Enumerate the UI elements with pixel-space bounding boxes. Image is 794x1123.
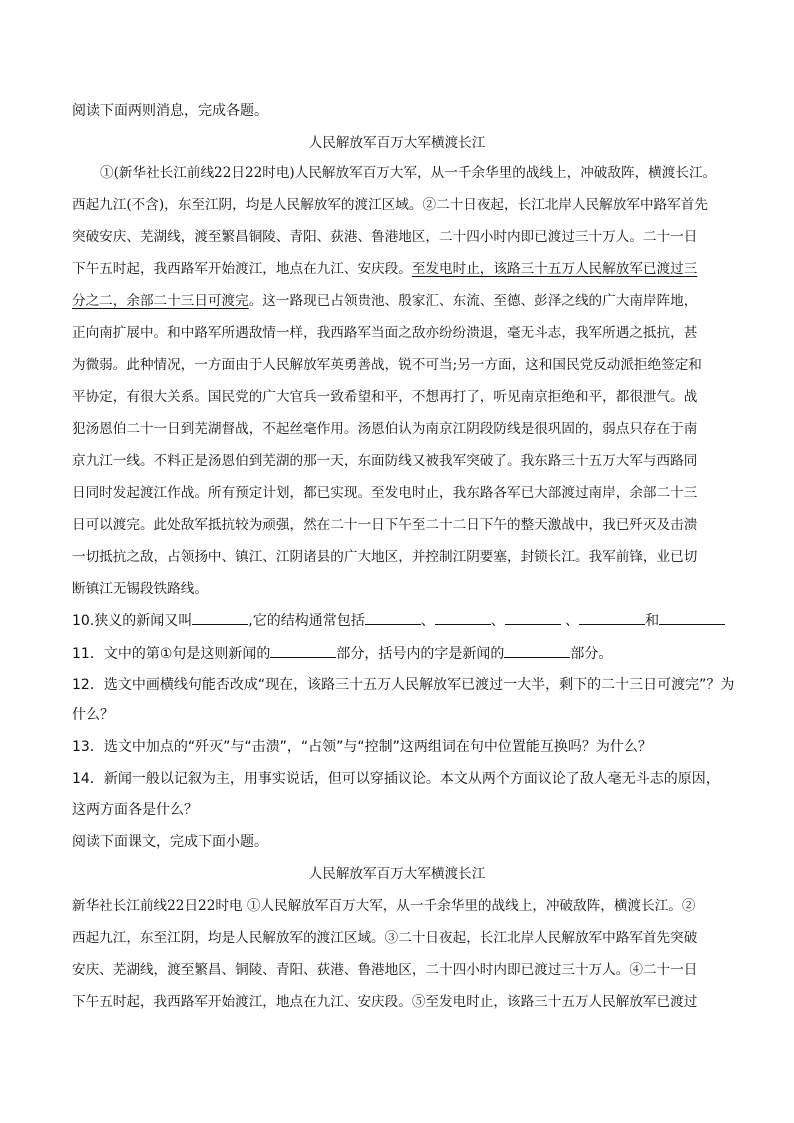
underlined-sentence: 至发电时止，该路三十五万人民解放军已渡过三: [411, 261, 698, 277]
answer-blank[interactable]: [504, 643, 570, 658]
underlined-sentence: 分之二，余部二十三日可渡完: [72, 293, 249, 309]
answer-blank[interactable]: [579, 610, 645, 625]
answer-blank[interactable]: [435, 610, 491, 625]
article-line: 西起九江(不含)，东至江阴，均是人民解放军的渡江区域。②二十日夜起，长江北岸人民解放军中路军首先: [72, 197, 708, 213]
article-line: 断镇江无锡段铁路线。: [72, 581, 208, 597]
question-13: 13．选文中加点的“歼灭”与“击溃”，“占领”与“控制”这两组词在句中位置能互换吗？为什么？: [72, 739, 652, 755]
article-line: 下午五时起，我西路军开始渡江，地点在九江、安庆段。至发电时止，该路三十五万人民解放军已渡过三: [72, 261, 698, 277]
answer-blank[interactable]: [270, 643, 336, 658]
article-line: ①(新华社长江前线22日22时电)人民解放军百万大军，从一千余华里的战线上，冲破敌阵，横渡长江。: [100, 165, 717, 181]
article-line: 为微弱。此种情况，一方面由于人民解放军英勇善战，锐不可当;另一方面，这和国民党反动派拒绝签定和: [72, 357, 702, 373]
question-14: 14．新闻一般以记叙为主，用事实说话，但可以穿插议论。本文从两个方面议论了敌人毫无斗志的原因，: [72, 771, 720, 787]
question-14-cont: 这两方面各是什么？: [72, 802, 198, 818]
article-line: 一切抵抗之敌，占领扬中、镇江、江阴诸县的广大地区，并控制江阴要塞，封锁长江。我军前锋，业已切: [72, 549, 698, 565]
article-line: 正向南扩展中。和中路军所遇敌情一样，我西路军当面之敌亦纷纷溃退，毫无斗志，我军所遇之抵抗，甚: [72, 325, 698, 341]
answer-blank[interactable]: [659, 610, 725, 625]
article-line: 京九江一线。不料正是汤恩伯到芜湖的那一天，东面防线又被我军突破了。我东路三十五万大军与西路同: [72, 453, 698, 469]
answer-blank[interactable]: [192, 610, 248, 625]
article-line: 日可以渡完。此处敌军抵抗较为顽强，然在二十一日下午至二十二日下午的整天激战中，我已歼灭及击溃: [72, 517, 698, 533]
answer-blank[interactable]: [365, 610, 421, 625]
article-line: 西起九江，东至江阴，均是人民解放军的渡江区域。③二十日夜起，长江北岸人民解放军中路军首先突破: [72, 930, 698, 946]
article-line: 突破安庆、芜湖线，渡至繁昌铜陵、青阳、荻港、鲁港地区，二十四小时内即已渡过三十万人。二十一日: [72, 229, 698, 245]
article-title: 人民解放军百万大军横渡长江: [308, 135, 486, 151]
question-10: 10.狭义的新闻又叫 ,它的结构通常包括 、 、 、 和: [0, 610, 794, 631]
question-12: 12．选文中画横线句能否改成“现在，该路三十五万人民解放军已渡过一大半，剩下的二十三日可渡完”？为: [72, 677, 735, 693]
article-line: 安庆、芜湖线，渡至繁昌、铜陵、青阳、荻港、鲁港地区，二十四小时内即已渡过三十万人。④二十一日: [72, 962, 698, 978]
reading-instruction-2: 阅读下面课文，完成下面小题。: [72, 834, 268, 850]
question-12-cont: 什么？: [72, 707, 114, 723]
reading-instruction: 阅读下面两则消息，完成各题。: [72, 103, 268, 119]
article-title-2: 人民解放军百万大军横渡长江: [308, 866, 486, 882]
article-line: 日同时发起渡江作战。所有预定计划，都已实现。至发电时止，我东路各军已大部渡过南岸，余部二十三: [72, 485, 698, 501]
article-line: 分之二，余部二十三日可渡完。这一路现已占领贵池、殷家汇、东流、至德、彭泽之线的广大南岸阵地，: [72, 293, 698, 309]
article-line: 下午五时起，我西路军开始渡江，地点在九江、安庆段。⑤至发电时止，该路三十五万人民解放军已渡过: [72, 994, 698, 1010]
article-line: 平协定，有很大关系。国民党的广大官兵一致希望和平，不想再打了，听见南京拒绝和平，都很泄气。战: [72, 389, 698, 405]
question-11: 11．文中的第①句是这则新闻的 部分，括号内的字是新闻的 部分。: [0, 643, 794, 664]
answer-blank[interactable]: [505, 610, 561, 625]
article-line: 新华社长江前线22日22时电 ①人民解放军百万大军，从一千余华里的战线上，冲破敌阵，横渡长江。②: [72, 898, 696, 914]
article-line: 犯汤恩伯二十一日到芜湖督战，不起丝毫作用。汤恩伯认为南京江阴段防线是很巩固的，弱点只存在于南: [72, 421, 698, 437]
